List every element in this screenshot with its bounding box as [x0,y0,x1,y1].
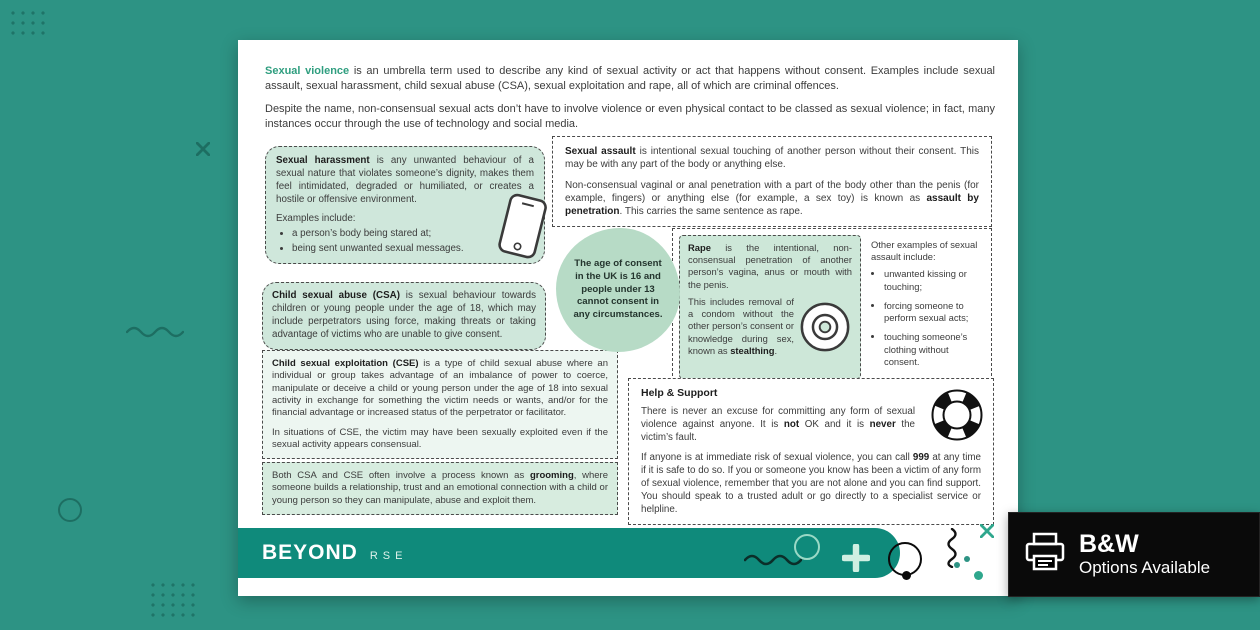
grooming-box [262,462,618,515]
intro-paragraph-1: Sexual violence is an umbrella term used to describe any kind of sexual activity or act that happens without consent. Examples include sexual assault, sexual harassment, child sexual abuse (CSA), sexual exploitation and rape, all of which are criminal offences. [265,65,995,93]
x-icon [980,524,994,538]
assault-definition: Sexual assault is intentional sexual touching of another person without their consent. This may be with any part of the body or anything else. [565,146,980,171]
harassment-definition: Sexual harassment is any unwanted behaviour of a sexual nature that violates someone’s dignity, makes them feel intimidated, degraded or humiliated, or creates a hostile or offensive environment. [276,155,534,205]
dot-icon [954,562,960,568]
dot-icon [964,556,970,562]
list-item: • a person’s body being stared at; [292,228,472,241]
help-paragraph-1: There is never an excuse for committing any form of sexual violence against anyone. It is not OK and it is never the victim’s fault. [641,405,915,443]
child-sexual-exploitation-box [262,350,618,459]
sexual-violence-term: Sexual violence [265,65,350,77]
lifebuoy-icon [931,389,983,445]
other-examples-list [884,268,983,368]
grooming-paragraph: Both CSA and CSE often involve a process known as grooming, where someone builds a relationship, trust and an emotional connection with a child or young person so they can manipulate, abuse and exploit them. [272,470,609,506]
csa-definition: Child sexual abuse (CSA) is sexual behaviour towards children or young people under the age of 18, which may include perpetrators using force, making threats or taking advantage of victims who are unable to give consent. [272,290,536,340]
circle-icon [58,498,82,522]
age-of-consent-circle [556,228,680,352]
dot-grid-icon [148,580,200,620]
rse-label: RSE [369,549,408,562]
assault-penetration-paragraph: Non-consensual vaginal or anal penetration with a part of the body other than the penis (for example, fingers) or anything else (for example, a sex toy) is known as assault by penetration. This carries the same sentence as rape. [565,179,979,218]
dot-grid-icon [8,8,50,40]
harassment-examples-label: Examples include: [276,212,356,224]
dot-icon [974,571,983,580]
x-icon [196,142,210,156]
help-support-title: Help & Support [641,387,718,399]
rape-box [679,235,861,379]
sexual-harassment-box [265,146,545,264]
intro-section [265,64,995,133]
list-item: • unwanted kissing or touching; [884,268,983,292]
circle-icon [794,534,820,560]
condom-icon [798,300,852,357]
stealthing-paragraph: This includes removal of a condom without the other person’s consent or knowledge during sex, known as stealthing. [688,295,794,356]
intro-paragraph-2: Despite the name, non-consensual sexual acts don’t have to involve violence or even physical contact to be classed as sexual violence; in fact, many instances occur through the use of technology and social media. [265,102,995,131]
rape-definition: Rape is the intentional, non-consensual penetration of another person’s vagina, anus or mouth with the penis. [688,242,852,290]
worksheet-page [238,40,1018,596]
cse-definition: Child sexual exploitation (CSE) is a type of child sexual abuse where an individual or group takes advantage of an imbalance of power to coerce, manipulate or deceive a child or young person under the age of 18 into sexual activity in exchange for something the victim needs or wants, and/or for the financial advantage or increased status of the perpetrator or facilitator. [272,358,608,419]
list-item: • being sent unwanted sexual messages. [292,243,472,256]
badge-subtitle: Options Available [1079,558,1211,578]
other-examples-label: Other examples of sexual assault include: [871,239,978,263]
squiggle-icon [744,554,802,566]
beyond-logo: BEYOND [262,541,358,564]
bw-options-badge[interactable] [1008,512,1260,597]
sexual-assault-box [552,136,992,227]
rape-and-examples-box [672,228,992,386]
cse-consensual-paragraph: In situations of CSE, the victim may have been sexually exploited even if the sexual activity appears consensual. [272,426,608,451]
child-sexual-abuse-box [262,282,546,350]
list-item: • forcing someone to perform sexual acts; [884,300,983,324]
plus-icon [842,544,870,572]
other-examples-section [861,235,985,379]
help-paragraph-2: If anyone is at immediate risk of sexual violence, you can call 999 at any time if it is safe to do so. If you or someone you know has been a victim of any form of sexual violence, remember that you are not alone and you can find support. You should speak to a trusted adult or go directly to a specialist service or helpline. [641,452,981,516]
badge-title: B&W [1079,529,1139,558]
dot-icon [902,571,911,580]
harassment-examples-list [292,228,472,256]
squiggle-icon [126,326,184,338]
list-item: • touching someone’s clothing without consent. [884,331,983,368]
age-of-consent-text: The age of consent in the UK is 16 and people under 13 cannot consent in any circumstances. [573,257,663,321]
help-support-box [628,378,994,525]
printer-icon [1024,532,1066,577]
